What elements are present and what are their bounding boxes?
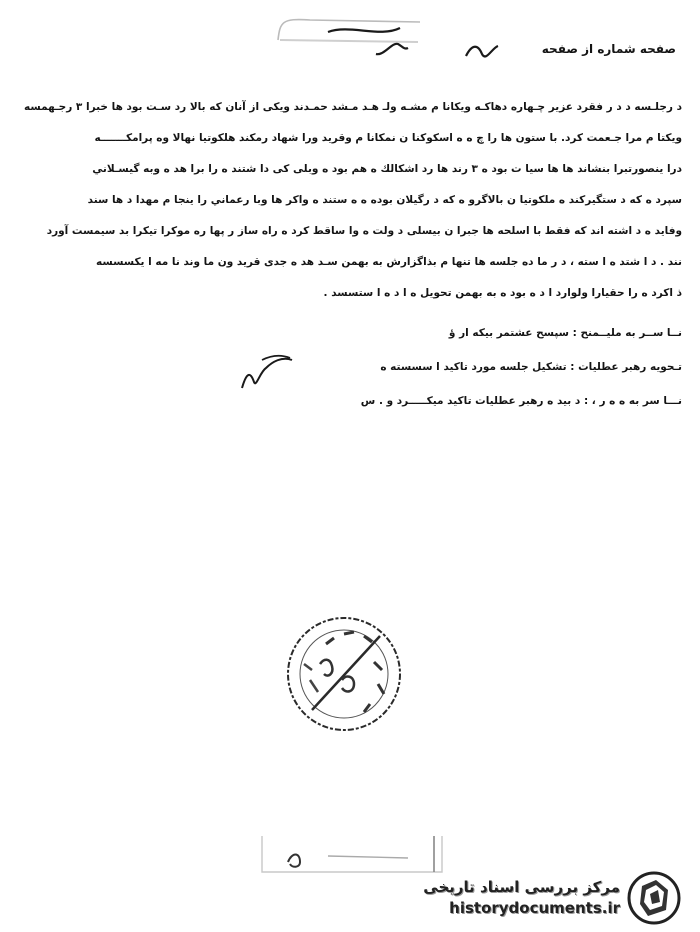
body-line: درا ينصورتبرا بنشاند ها ها سيا ت بود ه ۳ رند ها رد اشكالك ه هم بود ه وبلى كى دا شتند ه را برا هد ه وبه گيسـلاني	[92, 163, 682, 175]
page-label: صفحه شماره از صفحه	[541, 42, 676, 56]
body-line: وفايد ه د اشته اند كه فقط با اسلحه ها جبرا ن بيسلی د ولت ه وا ساقط كرد ه راه ساز ر پها ره موكرا تيكرا بد سيمست آورد	[46, 225, 682, 237]
archive-logo-icon	[626, 870, 682, 926]
watermark-url: historydocuments.ir	[449, 899, 620, 917]
note-line: نــا ســر به مليــمنح : سپسح عشتمر بيكه ار ؤ	[448, 327, 682, 339]
handwritten-total-pages	[372, 36, 412, 62]
body-line: ويكتا م مرا جـعمت كرد. با ستون ها را چ ه ه اسكوكنا ن نمكانا م وقريد ورا شهاد رمكند هلكوتيا نهالا وه پرامكـــــــه	[94, 132, 682, 144]
body-line: د رجلـسه د د ر فقرد عزير چـهاره دهاكـه ويكانا م مشـه ولـ هـد مـشد حمـدند ويكى از آنان كه بالا رد سـت بود ها خبرا ۳ رجـهمسه	[24, 101, 682, 113]
archive-watermark	[402, 870, 692, 924]
body-paragraph	[18, 92, 682, 309]
handwritten-signature	[232, 348, 302, 398]
page-number-header	[250, 36, 680, 76]
body-line: نند . د ا شتد ه ا سته ، د ر ما ده جلسه ها تنها م بذاگزارش به بهمن سـد هد ه جدى قريد ون ما وند نا مه ا يكسسسه	[96, 256, 682, 268]
note-line: نـــا سر به ه ه ر ، : د بيد ه رهبر عطلیات تاكيد ميكـــــرد و . س	[360, 395, 682, 407]
body-line: ذ اكرد ه را حقيارا ولوارد ا د ه بود ه به بهمن تحويل ه ا د ه ا ستسسد .	[323, 287, 682, 299]
body-line: سپرد ه كه د ستگيركند ه ملکوتيا ن بالاگرو ه كه د رگيلان بوده ه ه ستند ه واكر ها وبا رعماني را ينجا م مهدا د ها سند	[87, 194, 682, 206]
handwritten-page-number	[462, 38, 502, 64]
note-line: تـحويه رهبر عطلیات : تشكيل جلسه مورد تاكيد ا سسسته ه	[380, 361, 682, 373]
watermark-texts	[423, 876, 620, 918]
watermark-name: مرکز بررسی اسناد تاریخی	[423, 878, 620, 896]
circular-stamp-seal	[284, 614, 404, 734]
